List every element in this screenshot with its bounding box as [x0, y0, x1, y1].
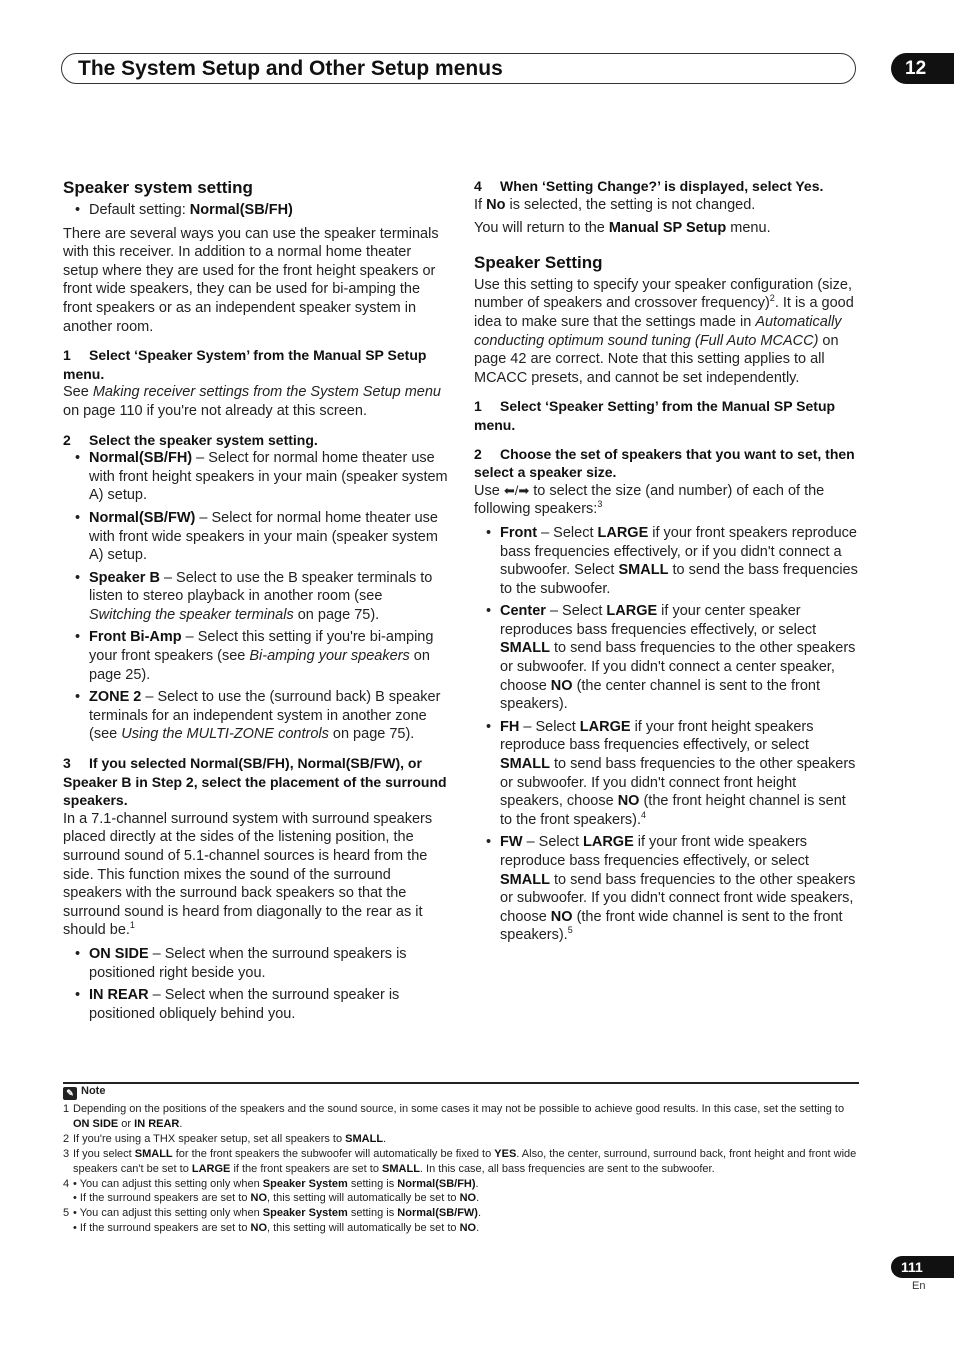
list-item: • IN REAR – Select when the surround speaker is positioned obliquely behind you.: [63, 986, 448, 1023]
step-4-text-b: You will return to the Manual SP Setup menu.: [474, 220, 771, 237]
speaker-setting-intro: Use this setting to specify your speaker configuration (size, number of speakers and crossover frequency)$^2$. It is a good idea to make sure that the settings made in Automatically conducting optimum sound tuning (Full Auto MCACC) on page 42 are correct. Note that this setting applies to all MCACC presets, and cannot be set independently.: [474, 276, 854, 386]
section-heading-speaker-setting: Speaker Setting: [474, 252, 603, 272]
footnote-3: 3 If you select SMALL for the front speakers the subwoofer will automatically be fixed to YES. Also, the center, surround, surround back, front height and front wide speakers can't be set to LARGE if the front speakers are set to SMALL. In this case, all bass frequencies are sent to the subwoofer.: [63, 1147, 857, 1175]
cross-reference-link: Making receiver settings from the System Setup menu: [92, 384, 441, 401]
speaker-system-options: [63, 449, 448, 744]
language-code: En: [912, 1280, 926, 1292]
speaker-step-2: 2 Choose the set of speakers that you want to set, then select a speaker size.: [474, 445, 855, 481]
left-column: [63, 177, 448, 1028]
page-title: The System Setup and Other Setup menus: [78, 57, 503, 80]
list-item: • ON SIDE – Select when the surround speakers is positioned right beside you.: [63, 945, 448, 982]
footnote-1: 1 Depending on the positions of the speakers and the sound source, in some cases it may not be possible to achieve good results. In this case, set the setting to ON SIDE or IN REAR.: [63, 1103, 845, 1130]
intro-paragraph: There are several ways you can use the speaker terminals with this receiver. In addition to a normal home theater setup where they are used for the front height speakers or front wide speakers, they can be used for bi-amping the front speakers or as an independent speaker system in another room.: [63, 225, 439, 335]
list-item: • FW – Select LARGE if your front wide speakers reproduce bass frequencies effectively, or select SMALL to send bass frequencies to the other speakers or subwoofer. If you didn't connect front wide speakers, choose NO (the front wide channel is sent to the front speakers).$^5$: [474, 833, 859, 945]
default-setting-list: [63, 201, 448, 220]
list-item: • FH – Select LARGE if your front height speakers reproduce bass frequencies effectively, or select SMALL to send bass frequencies to the other speakers or subwoofer. If you didn't connect front height speakers, choose NO (the front height channel is sent to the front speakers).$^4$: [474, 718, 859, 830]
footnote-5-sub: • If the surround speakers are set to NO, this setting will automatically be set to NO.: [73, 1222, 480, 1235]
left-right-arrows-icon: ⬅/➡: [503, 482, 530, 498]
step-4: 4 When ‘Setting Change?’ is displayed, select Yes.: [474, 178, 824, 194]
footnote-2: 2 If you're using a THX speaker setup, set all speakers to SMALL.: [63, 1132, 387, 1145]
note-divider: [63, 1082, 859, 1084]
default-setting: • Default setting: Normal(SB/FH): [63, 201, 448, 220]
step-4-text-a: If No is selected, the setting is not changed.: [474, 196, 756, 213]
page-number: 111: [891, 1256, 954, 1278]
list-item: • Front – Select LARGE if your front speakers reproduce bass frequencies effectively, or if you didn't connect a subwoofer. Select SMALL to send the bass frequencies to the subwoofer.: [474, 524, 859, 598]
list-item: • Normal(SB/FW) – Select for normal home theater use with front wide speakers in your main (speaker system A) setup.: [63, 509, 448, 565]
pencil-icon: ✎: [63, 1087, 77, 1100]
placement-options: [63, 945, 448, 1023]
header-bar: [61, 53, 856, 84]
step-3: 3 If you selected Normal(SB/FH), Normal(SB/FW), or Speaker B in Step 2, select the placement of the surround speakers.: [63, 755, 447, 809]
section-heading-speaker-system: Speaker system setting: [63, 178, 253, 197]
list-item: • Center – Select LARGE if your center speaker reproduces bass frequencies effectively, or select SMALL to send bass frequencies to the other speakers or subwoofer. If you didn't connect a center speaker, choose NO (the center channel is sent to the front speakers).: [474, 602, 859, 714]
footnotes: [63, 1102, 859, 1236]
right-column: [474, 177, 859, 950]
list-item: • Normal(SB/FH) – Select for normal home theater use with front height speakers in your main (speaker system A) setup.: [63, 449, 448, 505]
speaker-size-options: [474, 524, 859, 945]
footnote-5: 5 • You can adjust this setting only when Speaker System setting is Normal(SB/FW).: [63, 1207, 482, 1220]
speaker-step-1: 1 Select ‘Speaker Setting’ from the Manual SP Setup menu.: [474, 398, 836, 433]
speaker-step-2-text: Use ⬅/➡ to select the size (and number) of each of the following speakers:$^3$: [474, 482, 825, 518]
step-1-text: See Making receiver settings from the System Setup menu on page 110 if you're not already at this screen.: [63, 384, 441, 419]
list-item: • ZONE 2 – Select to use the (surround back) B speaker terminals for an independent system in another zone (see Using the MULTI-ZONE controls on page 75).: [63, 688, 448, 744]
list-item: • Speaker B – Select to use the B speaker terminals to listen to stereo playback in another room (see Switching the speaker terminals on page 75).: [63, 569, 448, 625]
list-item: • Front Bi-Amp – Select this setting if you're bi-amping your front speakers (see Bi-amping your speakers on page 25).: [63, 628, 448, 684]
footnote-4-sub: • If the surround speakers are set to NO, this setting will automatically be set to NO.: [73, 1192, 480, 1205]
chapter-badge: 12: [891, 53, 954, 84]
step-1: 1 Select ‘Speaker System’ from the Manual SP Setup menu.: [63, 347, 427, 382]
step-2: 2 Select the speaker system setting.: [63, 431, 318, 448]
step-3-text: In a 7.1-channel surround system with surround speakers placed directly at the sides of the listening position, the surround sound of 5.1-channel sources is heard from the side. This function mixes the sound of the surround speakers with the surround back speakers so that the surround sound is heard from diagonally to the rear as it should be.$^1$: [63, 810, 433, 939]
note-heading: ✎ Note: [63, 1085, 105, 1100]
footnote-4: 4 • You can adjust this setting only when Speaker System setting is Normal(SB/FH).: [63, 1177, 479, 1190]
